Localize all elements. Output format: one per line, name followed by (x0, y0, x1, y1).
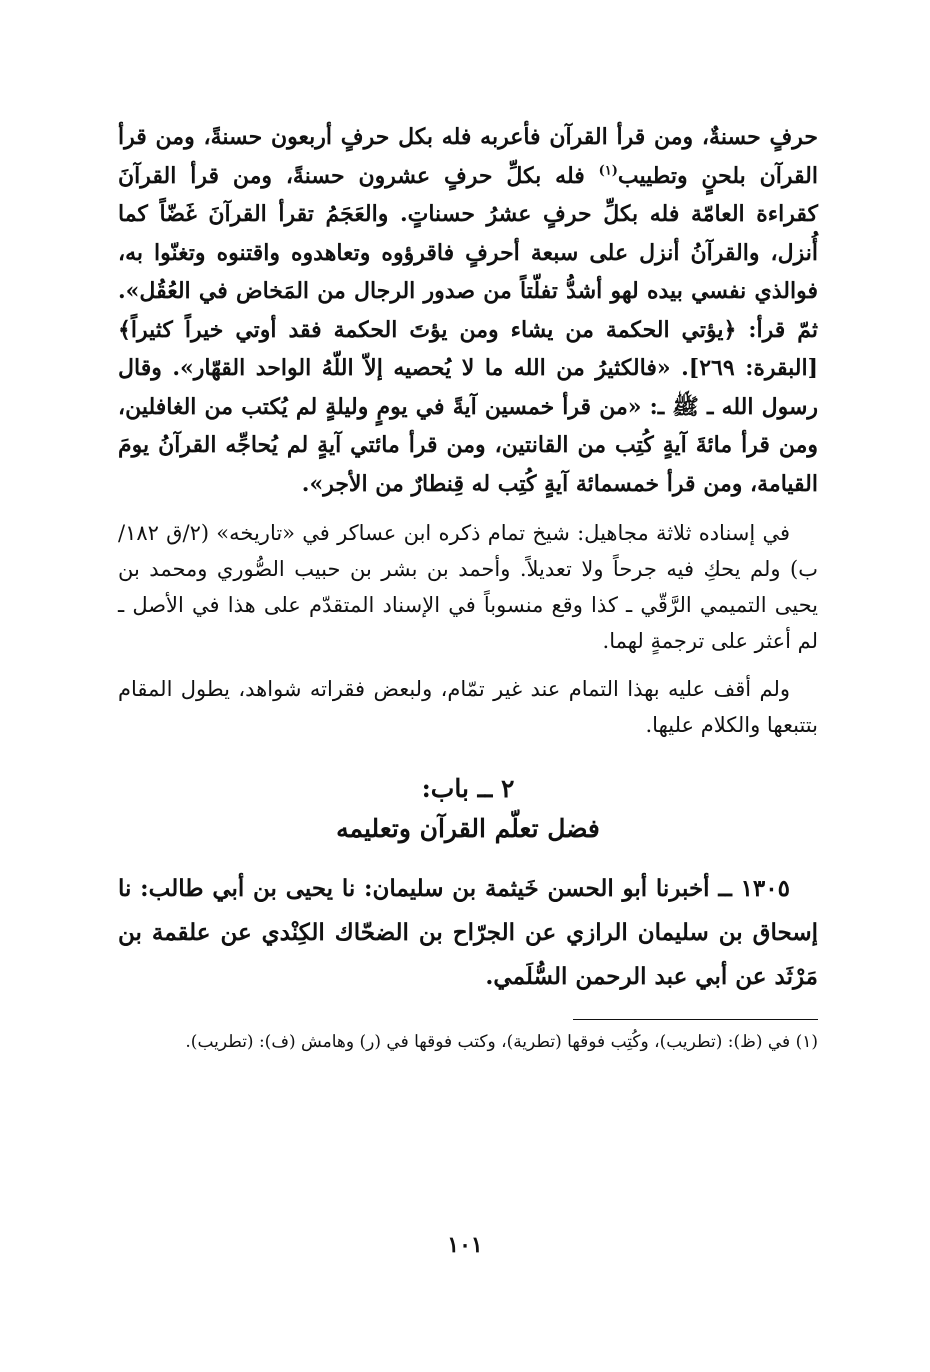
paragraph-isnad-commentary: في إسناده ثلاثة مجاهيل: شيخ تمام ذكره ابن عساكر في «تاريخه» (٢/ق ١٨٢/ب) ولم يحكِ فيه جرحاً ولا تعديلاً. وأحمد بن بشر بن حبيب الصُّوري ومحمد بن يحيى التميمي الرَّقّي ـ كذا وقع منسوباً في الإسناد المتقدّم على هذا في الأصل ـ لم أعثر على ترجمةٍ لهما. (118, 521, 818, 653)
paragraph-hadith-text-part-2: فله بكلِّ حرفٍ عشرون حسنةً، ومن قرأ القرآنَ كقراءة العامّة فله بكلِّ حرفٍ عشرُ حسناتٍ. والعَجَمُ تقرأ القرآنَ غَضّاً كما أُنزل، والقرآنُ أنزل على سبعة أحرفٍ فاقرؤوه وتعاهدوه واقتنوه وتغنّوا به، فوالذي نفسي بيده لهو أشدُّ تفلّتاً من صدور الرجال من المَخاض في العُقُل». ثمّ قرأ: ﴿يؤتي الحكمة من يشاء ومن يؤتَ الحكمة فقد أوتي خيراً كثيراً﴾ [البقرة: ٢٦٩]. «فالكثيرُ من الله ما لا يُحصيه إلاّ اللّهُ الواحد القهّار». وقال رسول الله ـ ﷺ ـ: «من قرأ خمسين آيةً في يومٍ وليلةٍ لم يُكتب من الغافلين، ومن قرأ مائةَ آيةٍ كُتِب من القانتين، ومن قرأ مائتي آيةٍ لم يُحاجِّه القرآنُ يومَ القيامة، ومن قرأ خمسمائة آيةٍ كُتِب له قِنطارٌ من الأجر». (118, 162, 819, 497)
chapter-heading (118, 769, 818, 849)
footnote-marker: (١) (598, 163, 618, 179)
chapter-number: ٢ ــ باب: (421, 774, 515, 803)
paragraph-shawahid-note: ولم أقف عليه بهذا التمام عند غير تمّام، ولبعض فقراته شواهد، يطول المقام بتتبعها والكلام عليها. (118, 677, 818, 737)
page-body (118, 118, 818, 1056)
page-number: ١٠١ (447, 1232, 483, 1258)
paragraph-hadith-text (118, 118, 818, 503)
footnote: (١) في (ظ): (تطريب)، وكُتِب فوقها (تطرية)، وكتب فوقها في (ر) وهامش (ف): (تطريب). (185, 1032, 818, 1052)
hadith-isnad: ١٣٠٥ ــ أخبرنا أبو الحسن خَيثمة بن سليمان: نا يحيى بن أبي طالب: نا إسحاق بن سليمان الرازي عن الجرّاح بن الضحّاك الكِنْدي عن علقمة بن مَرْثَد عن أبي عبد الرحمن السُّلَمي. (118, 875, 818, 990)
chapter-title: فضل تعلّم القرآن وتعليمه (336, 814, 600, 843)
paragraph-hadith-text-part-1: حرفٍ حسنةٌ، ومن قرأ القرآن فأعربه فله بكل حرفٍ أربعون حسنةً، ومن قرأ القرآن بلحنٍ وتطييب (118, 124, 818, 189)
footnote-divider (573, 1019, 818, 1020)
